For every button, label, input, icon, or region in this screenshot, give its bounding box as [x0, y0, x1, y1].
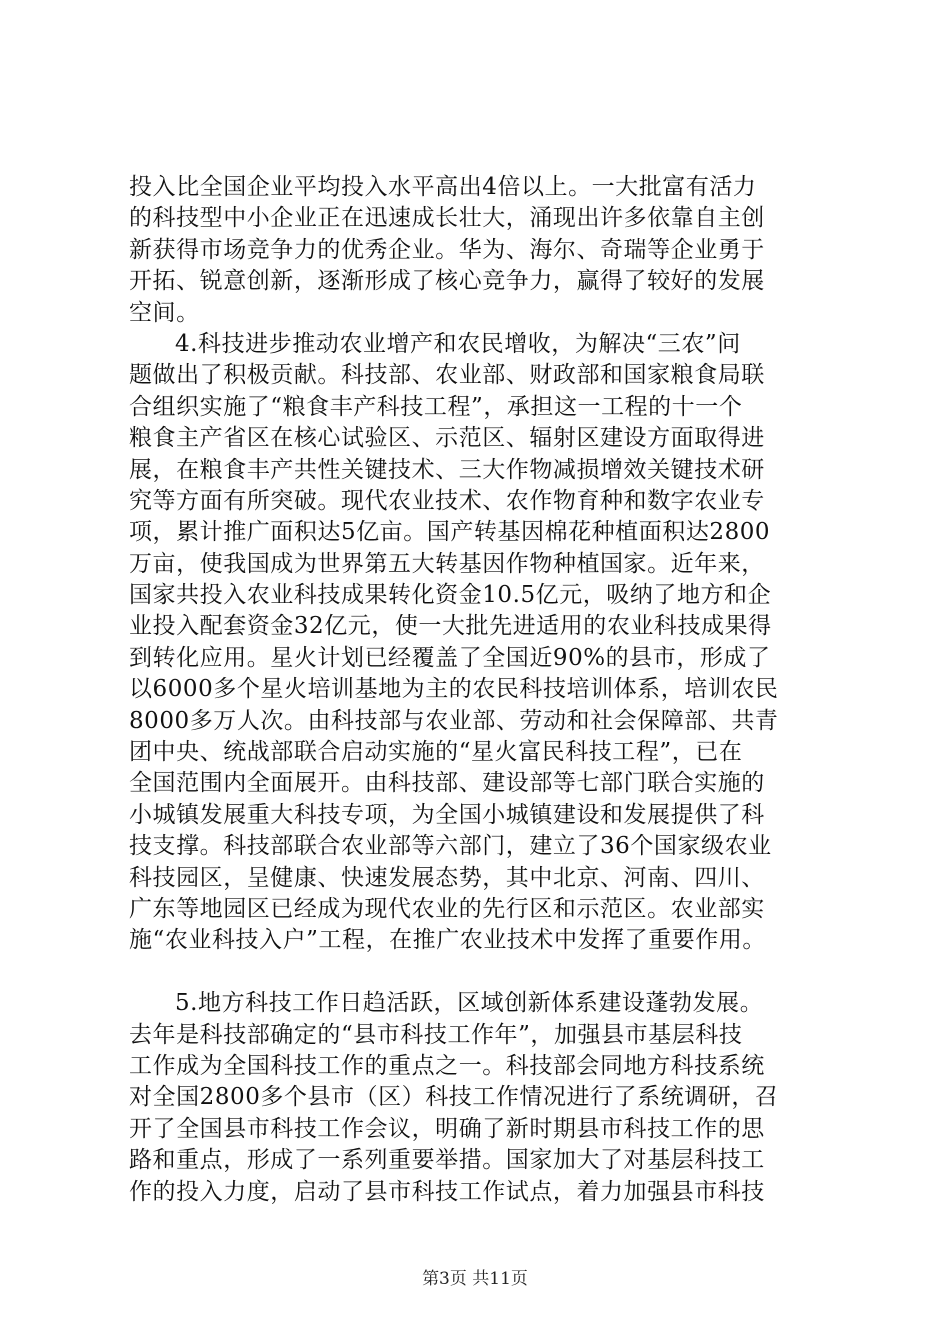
- text-line: 业投入配套资金32亿元，使一大批先进适用的农业科技成果得: [129, 613, 772, 640]
- text-line: 空间。: [129, 299, 200, 326]
- page-number-footer: 第3页 共11页: [422, 1269, 528, 1289]
- body-text: [129, 172, 849, 1208]
- text-line: 作的投入力度，启动了县市科技工作试点，着力加强县市科技: [129, 1178, 765, 1205]
- text-line: 4.科技进步推动农业增产和农民增收，为解决“三农”问: [175, 330, 741, 357]
- text-line: 5.地方科技工作日趋活跃，区域创新体系建设蓬勃发展。: [175, 990, 764, 1017]
- text-line: 展，在粮食丰产共性关键技术、三大作物减损增效关键技术研: [129, 456, 765, 483]
- text-line: 合组织实施了“粮食丰产科技工程”，承担这一工程的十一个: [129, 393, 743, 420]
- text-line: 开拓、锐意创新，逐渐形成了核心竞争力，赢得了较好的发展: [129, 268, 765, 295]
- text-line: 新获得市场竞争力的优秀企业。华为、海尔、奇瑞等企业勇于: [129, 236, 765, 263]
- text-line: 全国范围内全面展开。由科技部、建设部等七部门联合实施的: [129, 770, 765, 797]
- paragraph-spacer: [129, 957, 849, 988]
- text-line: 万亩，使我国成为世界第五大转基因作物种植国家。近年来，: [129, 550, 765, 577]
- text-line: 团中央、统战部联合启动实施的“星火富民科技工程”，已在: [129, 739, 743, 766]
- text-line: 开了全国县市科技工作会议，明确了新时期县市科技工作的思: [129, 1115, 765, 1142]
- paragraph-1: [129, 172, 849, 329]
- text-line: 小城镇发展重大科技专项，为全国小城镇建设和发展提供了科: [129, 801, 765, 828]
- text-line: 项，累计推广面积达5亿亩。国产转基因棉花种植面积达2800: [129, 519, 771, 546]
- paragraph-3: [129, 988, 849, 1208]
- text-line: 对全国2800多个县市（区）科技工作情况进行了系统调研，召: [129, 1084, 779, 1111]
- text-line: 路和重点，形成了一系列重要举措。国家加大了对基层科技工: [129, 1147, 765, 1174]
- text-line: 8000多万人次。由科技部与农业部、劳动和社会保障部、共青: [129, 707, 779, 734]
- text-line: 以6000多个星火培训基地为主的农民科技培训体系，培训农民: [129, 676, 779, 703]
- text-line: 的科技型中小企业正在迅速成长壮大，涌现出许多依靠自主创: [129, 205, 765, 232]
- text-line: 广东等地园区已经成为现代农业的先行区和示范区。农业部实: [129, 895, 765, 922]
- text-line: 题做出了积极贡献。科技部、农业部、财政部和国家粮食局联: [129, 362, 765, 389]
- text-line: 工作成为全国科技工作的重点之一。科技部会同地方科技系统: [129, 1052, 765, 1079]
- text-line: 国家共投入农业科技成果转化资金10.5亿元，吸纳了地方和企: [129, 582, 772, 609]
- text-line: 投入比全国企业平均投入水平高出4倍以上。一大批富有活力: [129, 174, 757, 200]
- text-line: 科技园区，呈健康、快速发展态势，其中北京、河南、四川、: [129, 864, 765, 891]
- text-line: 粮食主产省区在核心试验区、示范区、辐射区建设方面取得进: [129, 425, 765, 452]
- text-line: 究等方面有所突破。现代农业技术、农作物育种和数字农业专: [129, 487, 765, 514]
- paragraph-2: [129, 329, 849, 957]
- text-line: 去年是科技部确定的“县市科技工作年”，加强县市基层科技: [129, 1021, 743, 1048]
- text-line: 到转化应用。星火计划已经覆盖了全国近90%的县市，形成了: [129, 644, 771, 671]
- text-line: 施“农业科技入户”工程，在推广农业技术中发挥了重要作用。: [129, 927, 766, 954]
- text-line: 技支撑。科技部联合农业部等六部门，建立了36个国家级农业: [129, 833, 772, 860]
